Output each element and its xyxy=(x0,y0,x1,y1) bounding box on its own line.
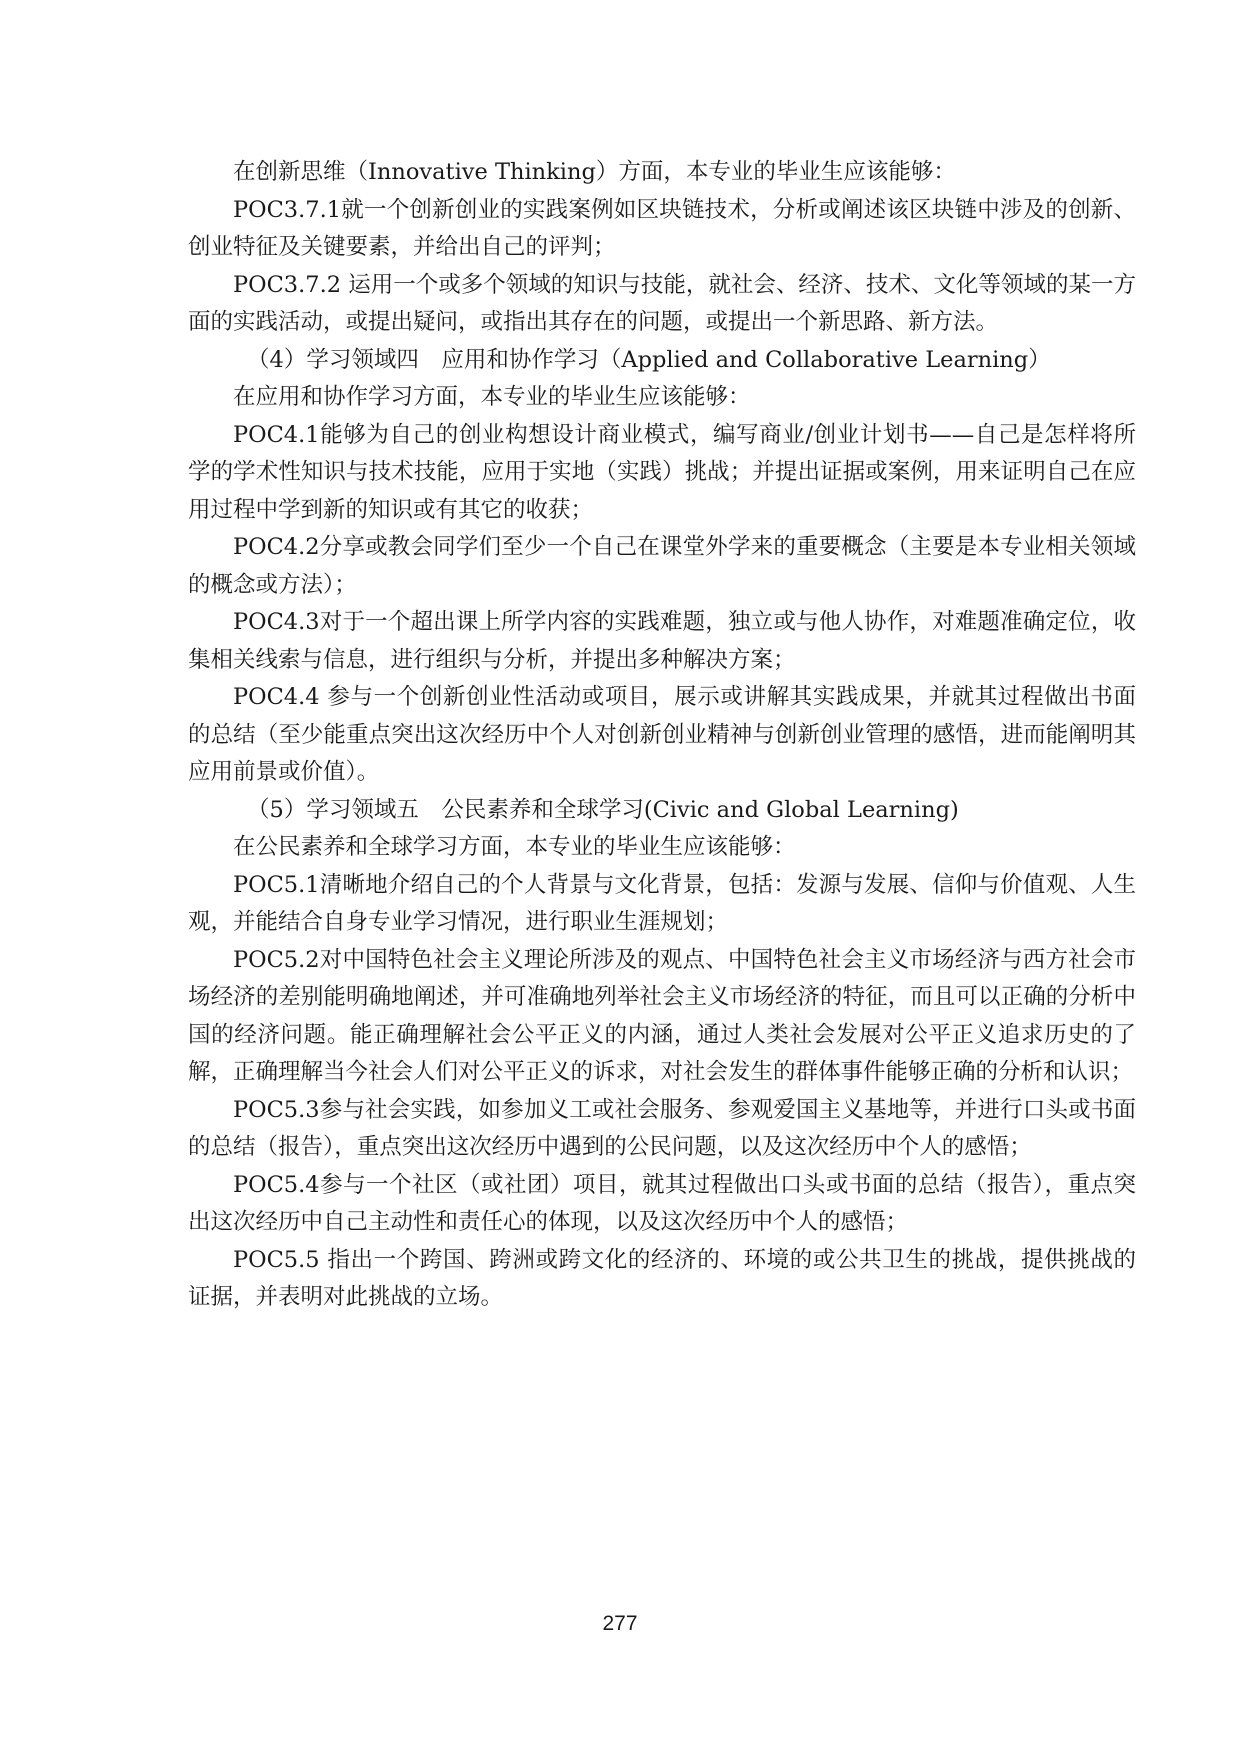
paragraph-poc4-1: POC4.1能够为自己的创业构想设计商业模式，编写商业/创业计划书——自己是怎样将所学的学术性知识与技术技能，应用于实地（实践）挑战；并提出证据或案例，用来证明自己在应用过程中学到新的知识或有其它的收获； xyxy=(188,421,1136,523)
section-heading-domain-4: （4）学习领域四 应用和协作学习（Applied and Collaborative Learning） xyxy=(247,346,1051,373)
paragraph-poc5-3: POC5.3参与社会实践，如参加义工或社会服务、参观爱国主义基地等，并进行口头或书面的总结（报告），重点突出这次经历中遇到的公民问题，以及这次经历中个人的感悟； xyxy=(188,1096,1136,1160)
paragraph-poc5-1: POC5.1清晰地介绍自己的个人背景与文化背景，包括：发源与发展、信仰与价值观、人生观，并能结合自身专业学习情况，进行职业生涯规划； xyxy=(188,871,1136,935)
paragraph-poc5-4: POC5.4参与一个社区（或社团）项目，就其过程做出口头或书面的总结（报告），重点突出这次经历中自己主动性和责任心的体现，以及这次经历中个人的感悟； xyxy=(188,1171,1136,1235)
paragraph-poc4-3: POC4.3对于一个超出课上所学内容的实践难题，独立或与他人协作，对难题准确定位，收集相关线索与信息，进行组织与分析，并提出多种解决方案； xyxy=(188,609,1136,673)
paragraph-applied-learning-intro: 在应用和协作学习方面，本专业的毕业生应该能够： xyxy=(233,384,751,410)
paragraph-poc5-2: POC5.2对中国特色社会主义理论所涉及的观点、中国特色社会主义市场经济与西方社会市场经济的差别能明确地阐述，并可准确地列举社会主义市场经济的特征，而且可以正确的分析中国的经济问题。能正确理解社会公平正义的内涵，通过人类社会发展对公平正义追求历史的了解，正确理解当今社会人们对公平正义的诉求，对社会发生的群体事件能够正确的分析和认识； xyxy=(188,946,1136,1085)
paragraph-poc4-4: POC4.4 参与一个创新创业性活动或项目，展示或讲解其实践成果，并就其过程做出书面的总结（至少能重点突出这次经历中个人对创新创业精神与创新创业管理的感悟，进而能阐明其应用前景或价值）。 xyxy=(188,684,1136,785)
page-number: 277 xyxy=(602,1612,638,1635)
paragraph-poc5-5: POC5.5 指出一个跨国、跨洲或跨文化的经济的、环境的或公共卫生的挑战，提供挑战的证据，并表明对此挑战的立场。 xyxy=(188,1246,1136,1310)
paragraph-poc3-7-2: POC3.7.2 运用一个或多个领域的知识与技能，就社会、经济、技术、文化等领域的某一方面的实践活动，或提出疑问，或指出其存在的问题，或提出一个新思路、新方法。 xyxy=(188,271,1136,335)
paragraph-poc3-7-1: POC3.7.1就一个创新创业的实践案例如区块链技术，分析或阐述该区块链中涉及的创新、创业特征及关键要素，并给出自己的评判； xyxy=(188,196,1136,260)
section-heading-domain-5: （5）学习领域五 公民素养和全球学习(Civic and Global Learning) xyxy=(247,796,959,823)
paragraph-civic-learning-intro: 在公民素养和全球学习方面，本专业的毕业生应该能够： xyxy=(233,834,796,860)
paragraph-poc4-2: POC4.2分享或教会同学们至少一个自己在课堂外学来的重要概念（主要是本专业相关领域的概念或方法）； xyxy=(188,534,1136,598)
paragraph-innovative-thinking-intro: 在创新思维（Innovative Thinking）方面，本专业的毕业生应该能够： xyxy=(233,159,956,185)
body-text xyxy=(188,154,1136,1317)
